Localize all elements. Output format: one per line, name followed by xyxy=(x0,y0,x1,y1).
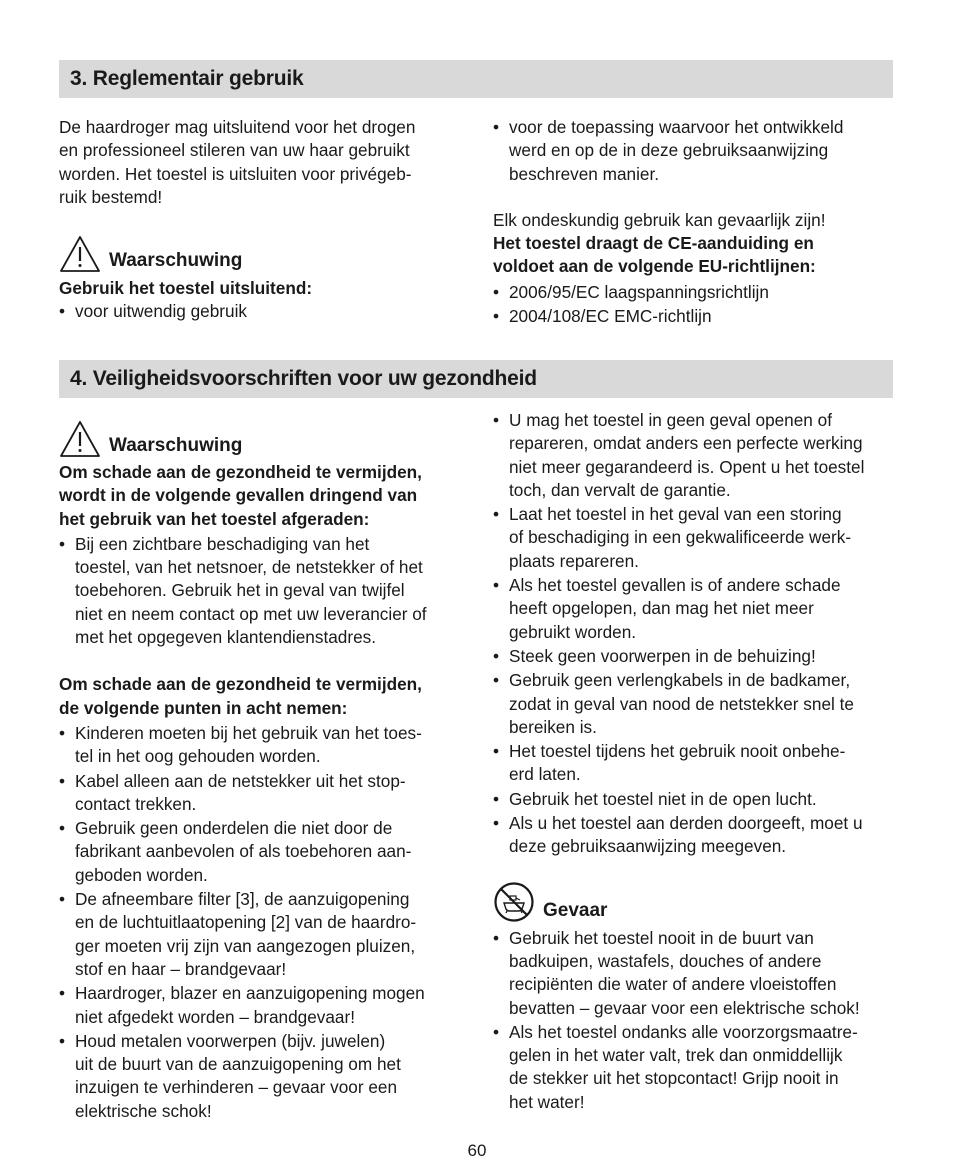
section-3-warning-sub: Gebruik het toestel uitsluitend: xyxy=(59,278,313,299)
list-item: • Bij een zichtbare beschadiging van het toestel, van het netsnoer, de netstekker of het toebehoren. Gebruik het in geval van twijfel niet en neem contact op met uw leverancier of met het opgegeven klantendienstadres. xyxy=(59,533,469,649)
safety-list xyxy=(493,409,903,859)
list-item: • Steek geen voorwerpen in de behuizing! xyxy=(493,645,903,668)
list-item: • Kinderen moeten bij het gebruik van het toes- tel in het oog gehouden worden. xyxy=(59,722,469,769)
section-3-intro: De haardroger mag uitsluitend voor het drogen en professioneel stileren van uw haar gebruikt worden. Het toestel is uitsluiten voor privégeb- ruik bestemd! xyxy=(59,117,416,207)
danger-heading xyxy=(493,877,903,923)
section-3-warning-heading xyxy=(59,229,469,273)
section-4-title: 4. Veiligheidsvoorschriften voor uw gezondheid xyxy=(70,367,537,390)
health-list-1 xyxy=(59,533,469,649)
section-4-header xyxy=(59,360,893,398)
list-item: • Het toestel tijdens het gebruik nooit onbehe- erd laten. xyxy=(493,740,903,787)
ce-statement: Het toestel draagt de CE-aanduiding en voldoet aan de volgende EU-richtlijnen: xyxy=(493,233,816,277)
list-item: • Gebruik het toestel nooit in de buurt van badkuipen, wastafels, douches of andere recipiënten die water of andere vloeistoffen bevatten – gevaar voor een elektrische schok! xyxy=(493,927,903,1020)
improper-use-note: Elk ondeskundig gebruik kan gevaarlijk zijn! xyxy=(493,209,826,230)
section-4-left-column xyxy=(59,414,469,1123)
warning-label: Waarschuwing xyxy=(109,435,243,456)
list-item: • Houd metalen voorwerpen (bijv. juwelen) uit de buurt van de aanzuigopening om het inzuigen te verhinderen – gevaar voor een elektrische schok! xyxy=(59,1030,469,1123)
list-item: • 2006/95/EC laagspanningsrichtlijn xyxy=(493,281,903,304)
section-4-right-column xyxy=(493,409,903,1114)
warning-label: Waarschuwing xyxy=(109,250,243,272)
list-item: • Kabel alleen aan de netstekker uit het stop- contact trekken. xyxy=(59,770,469,817)
list-item: • Als het toestel gevallen is of andere schade heeft opgelopen, dan mag het niet meer gebruikt worden. xyxy=(493,574,903,644)
section-3-right-list xyxy=(493,116,903,186)
list-item: • voor uitwendig gebruik xyxy=(59,300,469,323)
list-item: • 2004/108/EC EMC-richtlijn xyxy=(493,305,903,328)
health-list-2 xyxy=(59,722,469,1123)
page-number: 60 xyxy=(467,1141,487,1160)
list-item: • Gebruik geen onderdelen die niet door de fabrikant aanbevolen of als toebehoren aan- geboden worden. xyxy=(59,817,469,887)
section-3-right-column xyxy=(493,116,903,328)
list-item: • Gebruik geen verlengkabels in de badkamer, zodat in geval van nood de netstekker snel te bereiken is. xyxy=(493,669,903,739)
warning-triangle-icon xyxy=(59,235,101,273)
directives-list xyxy=(493,281,903,329)
danger-label: Gevaar xyxy=(543,899,608,921)
list-item: • De afneembare filter [3], de aanzuigopening en de luchtuitlaatopening [2] van de haardro- ger moeten vrij zijn van aangezogen pluizen, stof en haar – brandgevaar! xyxy=(59,888,469,981)
section-3-header xyxy=(59,60,893,98)
warning-triangle-icon xyxy=(59,420,101,458)
list-item: • Als u het toestel aan derden doorgeeft, moet u deze gebruiksaanwijzing meegeven. xyxy=(493,812,903,859)
danger-list xyxy=(493,927,903,1114)
list-item: • voor de toepassing waarvoor het ontwikkeld werd en op de in deze gebruiksaanwijzing beschreven manier. xyxy=(493,116,903,186)
section-3-title: 3. Reglementair gebruik xyxy=(70,67,304,90)
list-item: • U mag het toestel in geen geval openen of repareren, omdat anders een perfecte werking niet meer gegarandeerd is. Opent u het toestel toch, dan vervalt de garantie. xyxy=(493,409,903,502)
health-lead-2: Om schade aan de gezondheid te vermijden, de volgende punten in acht nemen: xyxy=(59,674,422,718)
list-item: • Haardroger, blazer en aanzuigopening mogen niet afgedekt worden – brandgevaar! xyxy=(59,982,469,1029)
no-water-bath-icon xyxy=(493,881,535,923)
section-4-warning-heading xyxy=(59,414,469,458)
health-lead-1: Om schade aan de gezondheid te vermijden, wordt in de volgende gevallen dringend van het gebruik van het toestel afgeraden: xyxy=(59,462,422,529)
list-item: • Laat het toestel in het geval van een storing of beschadiging in een gekwalificeerde werk- plaats repareren. xyxy=(493,503,903,573)
section-3-left-column xyxy=(59,116,469,324)
list-item: • Gebruik het toestel niet in de open lucht. xyxy=(493,788,903,811)
section-3-left-list xyxy=(59,300,469,323)
list-item: • Als het toestel ondanks alle voorzorgsmaatre- gelen in het water valt, trek dan onmiddellijk de stekker uit het stopcontact! Grijp nooit in het water! xyxy=(493,1021,903,1114)
